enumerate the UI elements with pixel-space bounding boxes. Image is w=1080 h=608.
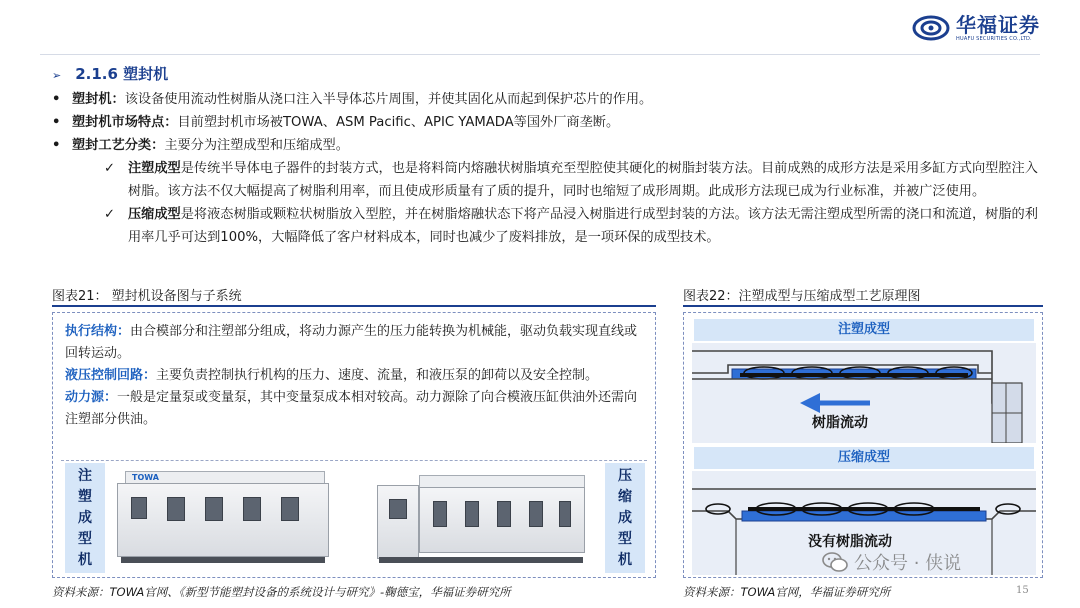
machine-window — [529, 501, 543, 527]
machine-brand-label: TOWA — [132, 473, 159, 482]
wechat-watermark — [822, 549, 961, 575]
huafu-logo-icon — [912, 15, 950, 41]
label-char: 压 — [618, 467, 632, 484]
label-char: 成 — [618, 509, 632, 526]
sub-bullet-label: 注塑成型 — [128, 161, 181, 176]
company-logo — [912, 14, 1040, 42]
section-title — [52, 63, 168, 84]
transfer-molding-machine-label — [65, 463, 105, 573]
bullet-text: 目前塑封机市场被TOWA、ASM Pacific、APIC YAMADA等国外厂商垄断。 — [177, 115, 620, 130]
logo-english-name: HUAFU SECURITIES CO.,LTD. — [956, 36, 1032, 42]
sub-bullet-text: 是传统半导体电子器件的封装方式，也是将料筒内熔融状树脂填充至型腔使其硬化的树脂封装方法。目前成熟的成形方法是采用多缸方式向型腔注入树脂。该方法不仅大幅提高了树脂利用率，而且使成形质量有了质的提升，同时也缩短了成形周期。此成形方法现已成为行业标准，并被广泛使用。 — [128, 161, 1038, 199]
machine-window — [559, 501, 571, 527]
label-char: 机 — [78, 551, 92, 568]
figure-21-title: 图表21： 塑封机设备图与子系统 — [52, 289, 242, 304]
description-divider — [61, 460, 647, 461]
logo-chinese-name: 华福证券 — [956, 13, 1040, 37]
section-title-text: 2.1.6 塑封机 — [75, 65, 169, 83]
bullet-item — [52, 134, 1042, 157]
section-arrow-icon: ➢ — [52, 69, 62, 82]
label-char: 机 — [618, 551, 632, 568]
machine-window — [497, 501, 511, 527]
bullet-label: 塑封机市场特点： — [72, 115, 178, 130]
machine-window — [389, 499, 407, 519]
compression-molding-band: 压缩成型 — [694, 447, 1034, 469]
machine-window — [281, 497, 299, 521]
transfer-molding-machine-image — [117, 471, 335, 567]
subsystem-text: 一般是定量泵或变量泵，其中变量泵成本相对较高。动力源除了向合模液压缸供油外还需向注塑部分供油。 — [65, 390, 638, 427]
machine-loader-unit — [377, 485, 419, 559]
subsystem-key: 执行结构： — [65, 324, 131, 339]
subsystem-item — [65, 387, 649, 431]
compression-molding-machine-image — [377, 471, 587, 567]
machine-window — [433, 501, 447, 527]
figure-22-title: 图表22：注塑成型与压缩成型工艺原理图 — [683, 289, 921, 304]
subsystem-item — [65, 321, 649, 365]
machine-window — [465, 501, 479, 527]
label-char: 塑 — [78, 488, 92, 505]
watermark-text: 公众号 · 侠说 — [854, 553, 962, 574]
subsystem-key: 动力源： — [65, 390, 118, 405]
figure-21-rule — [52, 305, 656, 307]
subsystem-description — [65, 321, 649, 431]
label-char: 型 — [618, 530, 632, 547]
figure-22-panel — [683, 312, 1043, 578]
resin-flow-label: 树脂流动 — [812, 415, 868, 431]
figure-22-source: 资料来源：TOWA官网，华福证券研究所 — [683, 585, 891, 599]
machine-base — [379, 557, 583, 563]
bullet-dot-icon: • — [52, 138, 61, 153]
bullet-item — [52, 111, 1042, 134]
bullet-dot-icon: • — [52, 115, 61, 130]
checkmark-icon: ✓ — [104, 161, 116, 176]
bullet-item — [52, 88, 1042, 111]
sub-bullet-item — [104, 203, 1042, 249]
machine-window — [131, 497, 147, 519]
subsystem-key: 液压控制回路： — [65, 368, 157, 383]
bullet-text: 主要分为注塑成型和压缩成型。 — [164, 138, 349, 153]
figure-21-panel — [52, 312, 656, 578]
page-number: 15 — [1016, 585, 1029, 596]
subsystem-item — [65, 365, 649, 387]
header-divider — [40, 54, 1040, 55]
bullet-dot-icon: • — [52, 92, 61, 107]
checkmark-icon: ✓ — [104, 207, 116, 222]
label-char: 注 — [78, 467, 92, 484]
sub-bullet-label: 压缩成型 — [128, 207, 181, 222]
transfer-molding-band: 注塑成型 — [694, 319, 1034, 341]
machine-window — [167, 497, 185, 521]
figure-21-source: 资料来源：TOWA官网、《新型节能塑封设备的系统设计与研究》-鞠德宝，华福证券研究所 — [52, 585, 511, 599]
compression-molding-machine-label — [605, 463, 645, 573]
bullet-label: 塑封机： — [72, 92, 125, 107]
label-char: 型 — [78, 530, 92, 547]
sub-bullet-item — [104, 157, 1042, 203]
subsystem-text: 主要负责控制执行机构的压力、速度、流量，和液压泵的卸荷以及安全控制。 — [156, 368, 599, 383]
label-char: 成 — [78, 509, 92, 526]
figure-22-rule — [683, 305, 1043, 307]
bullet-text: 该设备使用流动性树脂从浇口注入半导体芯片周围，并使其固化从而起到保护芯片的作用。 — [124, 92, 653, 107]
machine-window — [205, 497, 223, 521]
bullet-list — [52, 88, 1042, 249]
wechat-icon — [822, 551, 848, 573]
label-char: 缩 — [618, 488, 632, 505]
subsystem-text: 由合模部分和注塑部分组成，将动力源产生的压力能转换为机械能，驱动负载实现直线或回转运动。 — [65, 324, 638, 361]
bullet-label: 塑封工艺分类： — [72, 138, 165, 153]
machine-window — [243, 497, 261, 521]
machine-base — [121, 557, 325, 563]
no-resin-flow-label: 没有树脂流动 — [808, 534, 892, 550]
sub-bullet-text: 是将液态树脂或颗粒状树脂放入型腔，并在树脂熔融状态下将产品浸入树脂进行成型封装的方法。该方法无需注塑成型所需的浇口和流道，树脂的利用率几乎可达到100%，大幅降低了客户材料成本，同时也减少了废料排放，是一项环保的成型技术。 — [128, 207, 1038, 245]
